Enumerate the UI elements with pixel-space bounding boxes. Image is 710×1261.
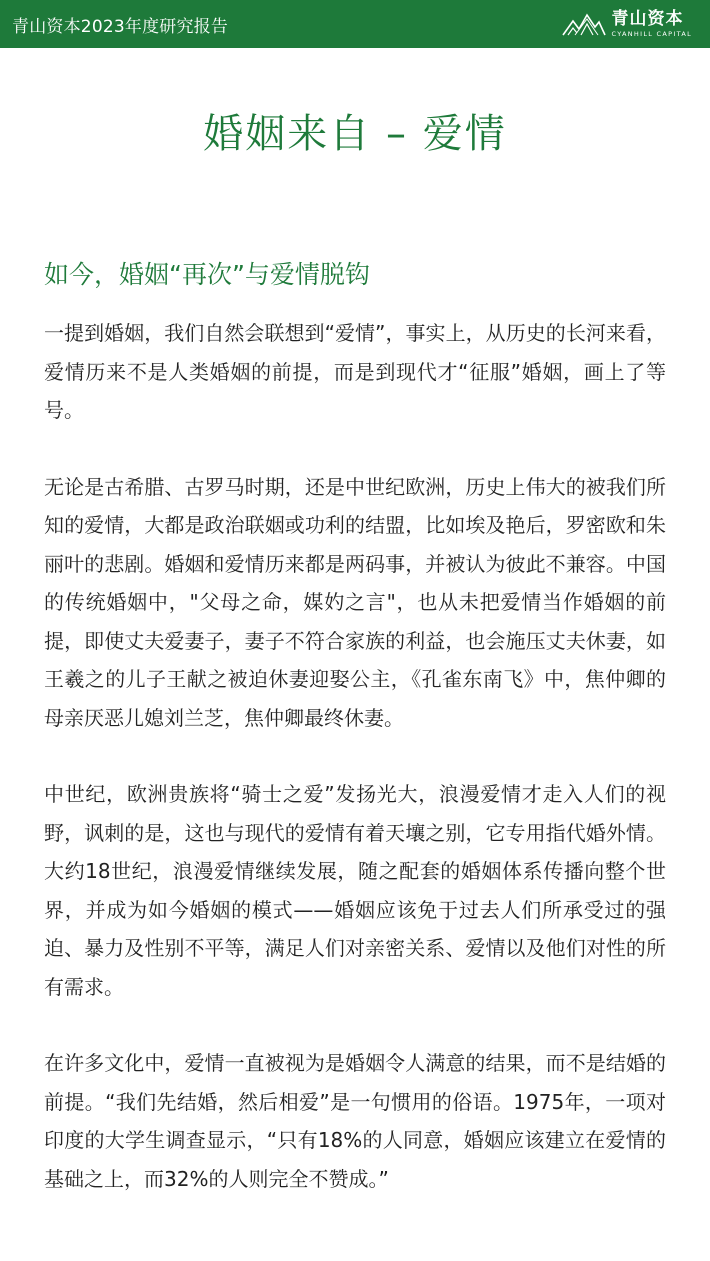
- section-heading: 如今，婚姻“再次”与爱情脱钩: [44, 260, 370, 289]
- paragraph-3: 中世纪，欧洲贵族将“骑士之爱”发扬光大，浪漫爱情才走入人们的视野，讽刺的是，这也与现代的爱情有着天壤之别，它专用指代婚外情。大约18世纪，浪漫爱情继续发展，随之配套的婚姻体系传播向整个世界，并成为如今婚姻的模式——婚姻应该免于过去人们所承受过的强迫、暴力及性别不平等，满足人们对亲密关系、爱情以及他们对性的所有需求。: [44, 782, 666, 999]
- paragraph-1: 一提到婚姻，我们自然会联想到“爱情”，事实上，从历史的长河来看，爱情历来不是人类婚姻的前提，而是到现代才“征服”婚姻，画上了等号。: [44, 321, 666, 422]
- header-bar: [0, 0, 710, 48]
- brand-name-en: CYANHILL CAPITAL: [611, 29, 692, 38]
- article-body: [0, 314, 710, 1198]
- mountain-logo-icon: [562, 11, 606, 37]
- brand-name-cn: 青山资本: [611, 8, 684, 29]
- paragraph-4: 在许多文化中，爱情一直被视为是婚姻令人满意的结果，而不是结婚的前提。“我们先结婚，然后相爱”是一句惯用的俗语。1975年，一项对印度的大学生调查显示，“只有18%的人同意，婚姻应该建立在爱情的基础之上，而32%的人则完全不赞成。”: [44, 1051, 666, 1191]
- brand-logo: [562, 8, 692, 38]
- page-title: 婚姻来自 – 爱情: [203, 111, 507, 157]
- paragraph-2: 无论是古希腊、古罗马时期，还是中世纪欧洲，历史上伟大的被我们所知的爱情，大都是政治联姻或功利的结盟，比如埃及艳后，罗密欧和朱丽叶的悲剧。婚姻和爱情历来都是两码事，并被认为彼此不兼容。中国的传统婚姻中，"父母之命，媒妁之言"，也从未把爱情当作婚姻的前提，即使丈夫爱妻子，妻子不符合家族的利益，也会施压丈夫休妻，如王羲之的儿子王献之被迫休妻迎娶公主，《孔雀东南飞》中，焦仲卿的母亲厌恶儿媳刘兰芝，焦仲卿最终休妻。: [44, 474, 666, 730]
- report-title: 青山资本2023年度研究报告: [12, 16, 229, 37]
